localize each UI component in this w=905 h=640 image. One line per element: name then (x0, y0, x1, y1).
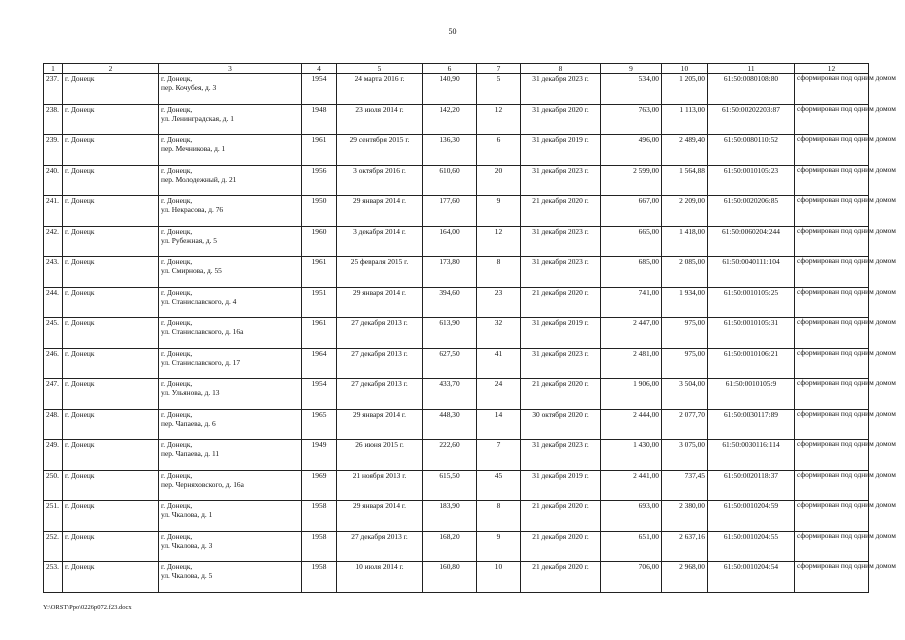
date-cell: 3 октября 2016 г. (337, 165, 423, 196)
row-number: 239. (44, 135, 63, 166)
row-number: 250. (44, 470, 63, 501)
address-cell (159, 226, 302, 257)
cadastral-number-cell: 61:50:0030117:89 (708, 409, 795, 440)
count-cell: 45 (477, 470, 521, 501)
table-row (44, 562, 869, 593)
cadastral-number-cell: 61:50:0040111:104 (708, 257, 795, 288)
date-cell: 3 декабря 2014 г. (337, 226, 423, 257)
address-cell (159, 135, 302, 166)
deadline-cell: 31 декабря 2019 г. (521, 318, 601, 349)
address-line: ул. Ленинградская, д. 1 (161, 113, 234, 123)
row-number: 244. (44, 287, 63, 318)
count-cell: 23 (477, 287, 521, 318)
city-cell: г. Донецк (63, 318, 159, 349)
year-cell: 1950 (302, 196, 337, 227)
value-cell: 665,00 (601, 226, 662, 257)
year-cell: 1958 (302, 562, 337, 593)
table-row (44, 104, 869, 135)
value-cell: 1 934,00 (662, 287, 708, 318)
address-line: г. Донецк, (161, 165, 193, 175)
date-cell: 23 июля 2014 г. (337, 104, 423, 135)
row-number: 245. (44, 318, 63, 349)
deadline-cell: 31 декабря 2020 г. (521, 104, 601, 135)
year-cell: 1969 (302, 470, 337, 501)
cadastral-number-cell: 61:50:0080108:80 (708, 74, 795, 105)
city-cell: г. Донецк (63, 531, 159, 562)
year-cell: 1949 (302, 440, 337, 471)
count-cell: 9 (477, 196, 521, 227)
value-cell: 2 489,40 (662, 135, 708, 166)
area-cell: 177,60 (423, 196, 477, 227)
area-cell: 136,30 (423, 135, 477, 166)
value-cell: 706,00 (601, 562, 662, 593)
address-line: г. Донецк, (161, 257, 193, 266)
address-line: г. Донецк, (161, 562, 193, 571)
value-cell: 1 906,00 (601, 379, 662, 410)
status-cell: сформирован под одним домом (795, 531, 869, 562)
address-cell (159, 196, 302, 227)
column-header: 11 (708, 64, 795, 74)
date-cell: 29 сентября 2015 г. (337, 135, 423, 166)
cadastral-number-cell: 61:50:0020206:85 (708, 196, 795, 227)
status-cell: сформирован под одним домом (795, 348, 869, 379)
date-cell: 27 декабря 2013 г. (337, 531, 423, 562)
count-cell: 14 (477, 409, 521, 440)
year-cell: 1958 (302, 531, 337, 562)
date-cell: 29 января 2014 г. (337, 196, 423, 227)
address-line: г. Донецк, (161, 135, 193, 144)
year-cell: 1951 (302, 287, 337, 318)
year-cell: 1964 (302, 348, 337, 379)
count-cell: 8 (477, 501, 521, 532)
count-cell: 7 (477, 440, 521, 471)
year-cell: 1956 (302, 165, 337, 196)
area-cell: 394,60 (423, 287, 477, 318)
value-cell: 685,00 (601, 257, 662, 288)
deadline-cell: 21 декабря 2020 г. (521, 196, 601, 227)
address-cell (159, 74, 302, 105)
table-row (44, 74, 869, 105)
value-cell: 737,45 (662, 470, 708, 501)
city-cell: г. Донецк (63, 348, 159, 379)
area-cell: 168,20 (423, 531, 477, 562)
status-cell: сформирован под одним домом (795, 440, 869, 471)
cadastral-number-cell: 61:50:0030116:114 (708, 440, 795, 471)
cadastral-number-cell: 61:50:0010105:25 (708, 287, 795, 318)
city-cell: г. Донецк (63, 165, 159, 196)
housing-register-table (43, 63, 896, 593)
value-cell: 534,00 (601, 74, 662, 105)
address-cell (159, 348, 302, 379)
year-cell: 1961 (302, 257, 337, 288)
deadline-cell: 21 декабря 2020 г. (521, 379, 601, 410)
table-row (44, 287, 869, 318)
deadline-cell: 31 декабря 2019 г. (521, 135, 601, 166)
address-cell (159, 562, 302, 593)
area-cell: 222,60 (423, 440, 477, 471)
address-line: г. Донецк, (161, 318, 193, 327)
area-cell: 140,90 (423, 74, 477, 105)
row-number: 241. (44, 196, 63, 227)
row-number: 253. (44, 562, 63, 593)
address-cell (159, 318, 302, 349)
cadastral-number-cell: 61:50:0010204:59 (708, 501, 795, 532)
value-cell: 1 564,88 (662, 165, 708, 196)
address-cell (159, 531, 302, 562)
year-cell: 1948 (302, 104, 337, 135)
status-cell: сформирован под одним домом (795, 318, 869, 349)
table-row (44, 196, 869, 227)
table-row (44, 409, 869, 440)
count-cell: 9 (477, 531, 521, 562)
status-cell: сформирован под одним домом (795, 409, 869, 440)
deadline-cell: 31 декабря 2023 г. (521, 440, 601, 471)
address-line: пер. Кочубея, д. 3 (161, 83, 217, 92)
deadline-cell: 21 декабря 2020 г. (521, 501, 601, 532)
value-cell: 2 968,00 (662, 562, 708, 593)
date-cell: 29 января 2014 г. (337, 287, 423, 318)
value-cell: 1 113,00 (662, 104, 708, 135)
count-cell: 24 (477, 379, 521, 410)
value-cell: 2 447,00 (601, 318, 662, 349)
value-cell: 1 430,00 (601, 440, 662, 471)
column-header: 10 (662, 64, 708, 74)
cadastral-number-cell: 61:50:00202203:87 (708, 104, 795, 135)
cadastral-number-cell: 61:50:0010204:55 (708, 531, 795, 562)
cadastral-number-cell: 61:50:0020118:37 (708, 470, 795, 501)
address-line: г. Донецк, (161, 409, 193, 419)
address-line: ул. Станиславского, д. 4 (161, 296, 237, 306)
row-number: 251. (44, 501, 63, 532)
date-cell: 27 декабря 2013 г. (337, 348, 423, 379)
area-cell: 183,90 (423, 501, 477, 532)
address-line: г. Донецк, (161, 226, 193, 236)
value-cell: 741,00 (601, 287, 662, 318)
row-number: 252. (44, 531, 63, 562)
value-cell: 2 441,00 (601, 470, 662, 501)
status-cell: сформирован под одним домом (795, 562, 869, 593)
count-cell: 12 (477, 226, 521, 257)
area-cell: 164,00 (423, 226, 477, 257)
value-cell: 3 075,00 (662, 440, 708, 471)
year-cell: 1961 (302, 318, 337, 349)
status-cell: сформирован под одним домом (795, 501, 869, 532)
table-row (44, 348, 869, 379)
deadline-cell: 31 декабря 2023 г. (521, 348, 601, 379)
address-line: ул. Станиславского, д. 17 (161, 357, 241, 367)
value-cell: 2 380,00 (662, 501, 708, 532)
address-cell (159, 501, 302, 532)
value-cell: 1 205,00 (662, 74, 708, 105)
address-cell (159, 104, 302, 135)
address-line: пер. Чапаева, д. 6 (161, 418, 216, 428)
area-cell: 142,20 (423, 104, 477, 135)
column-header: 1 (44, 64, 63, 74)
area-cell: 615,50 (423, 470, 477, 501)
value-cell: 2 637,16 (662, 531, 708, 562)
status-cell: сформирован под одним домом (795, 257, 869, 288)
column-header: 6 (423, 64, 477, 74)
row-number: 249. (44, 440, 63, 471)
address-line: г. Донецк, (161, 348, 193, 358)
column-header: 8 (521, 64, 601, 74)
city-cell: г. Донецк (63, 470, 159, 501)
address-line: г. Донецк, (161, 287, 193, 297)
address-line: г. Донецк, (161, 74, 193, 83)
deadline-cell: 21 декабря 2020 г. (521, 562, 601, 593)
deadline-cell: 31 декабря 2023 г. (521, 165, 601, 196)
cadastral-number-cell: 61:50:0060204:244 (708, 226, 795, 257)
deadline-cell: 31 декабря 2019 г. (521, 470, 601, 501)
date-cell: 29 января 2014 г. (337, 501, 423, 532)
row-number: 243. (44, 257, 63, 288)
value-cell: 3 504,00 (662, 379, 708, 410)
area-cell: 613,90 (423, 318, 477, 349)
address-cell (159, 440, 302, 471)
row-number: 248. (44, 409, 63, 440)
deadline-cell: 21 декабря 2020 г. (521, 531, 601, 562)
count-cell: 41 (477, 348, 521, 379)
value-cell: 2 085,00 (662, 257, 708, 288)
column-header: 4 (302, 64, 337, 74)
year-cell: 1954 (302, 74, 337, 105)
city-cell: г. Донецк (63, 135, 159, 166)
row-number: 247. (44, 379, 63, 410)
address-cell (159, 470, 302, 501)
value-cell: 2 481,00 (601, 348, 662, 379)
address-line: г. Донецк, (161, 104, 193, 114)
date-cell: 26 июня 2015 г. (337, 440, 423, 471)
city-cell: г. Донецк (63, 104, 159, 135)
column-header: 7 (477, 64, 521, 74)
date-cell: 29 января 2014 г. (337, 409, 423, 440)
year-cell: 1960 (302, 226, 337, 257)
status-cell: сформирован под одним домом (795, 104, 869, 135)
city-cell: г. Донецк (63, 287, 159, 318)
year-cell: 1954 (302, 379, 337, 410)
table-row (44, 226, 869, 257)
row-number: 238. (44, 104, 63, 135)
row-number: 240. (44, 165, 63, 196)
column-number-row (44, 64, 869, 74)
address-line: ул. Смирнова, д. 55 (161, 266, 222, 275)
year-cell: 1965 (302, 409, 337, 440)
deadline-cell: 21 декабря 2020 г. (521, 287, 601, 318)
value-cell: 2 444,00 (601, 409, 662, 440)
date-cell: 27 декабря 2013 г. (337, 318, 423, 349)
address-line: ул. Чкалова, д. 3 (161, 540, 213, 550)
status-cell: сформирован под одним домом (795, 74, 869, 105)
table-row (44, 470, 869, 501)
table-row (44, 257, 869, 288)
address-line: ул. Чкалова, д. 1 (161, 510, 213, 519)
page-number: 50 (448, 27, 457, 36)
file-path-footer: Y:\ORST\Ppo\0226p072.f23.docx (43, 604, 132, 611)
address-line: ул. Ульянова, д. 13 (161, 388, 220, 397)
address-line: пер. Молодежный, д. 21 (161, 174, 237, 184)
value-cell: 1 418,00 (662, 226, 708, 257)
status-cell: сформирован под одним домом (795, 135, 869, 166)
table-row (44, 440, 869, 471)
deadline-cell: 31 декабря 2023 г. (521, 226, 601, 257)
deadline-cell: 31 декабря 2023 г. (521, 257, 601, 288)
value-cell: 496,00 (601, 135, 662, 166)
area-cell: 433,70 (423, 379, 477, 410)
value-cell: 2 077,70 (662, 409, 708, 440)
count-cell: 5 (477, 74, 521, 105)
table-row (44, 165, 869, 196)
count-cell: 8 (477, 257, 521, 288)
cadastral-number-cell: 61:50:0010105:31 (708, 318, 795, 349)
date-cell: 10 июля 2014 г. (337, 562, 423, 593)
city-cell: г. Донецк (63, 257, 159, 288)
table-row (44, 318, 869, 349)
count-cell: 12 (477, 104, 521, 135)
table-row (44, 531, 869, 562)
value-cell: 975,00 (662, 318, 708, 349)
city-cell: г. Донецк (63, 562, 159, 593)
area-cell: 173,80 (423, 257, 477, 288)
address-line: г. Донецк, (161, 470, 193, 480)
value-cell: 2 599,00 (601, 165, 662, 196)
city-cell: г. Донецк (63, 74, 159, 105)
column-header: 12 (795, 64, 869, 74)
area-cell: 160,80 (423, 562, 477, 593)
count-cell: 10 (477, 562, 521, 593)
column-header: 2 (63, 64, 159, 74)
date-cell: 21 ноября 2013 г. (337, 470, 423, 501)
cadastral-number-cell: 61:50:0010105:9 (708, 379, 795, 410)
status-cell: сформирован под одним домом (795, 196, 869, 227)
year-cell: 1961 (302, 135, 337, 166)
city-cell: г. Донецк (63, 196, 159, 227)
address-line: г. Донецк, (161, 440, 193, 449)
address-line: пер. Чапаева, д. 11 (161, 449, 220, 458)
status-cell: сформирован под одним домом (795, 165, 869, 196)
address-cell (159, 409, 302, 440)
address-cell (159, 165, 302, 196)
status-cell: сформирован под одним домом (795, 226, 869, 257)
date-cell: 24 марта 2016 г. (337, 74, 423, 105)
count-cell: 32 (477, 318, 521, 349)
address-line: г. Донецк, (161, 501, 193, 510)
area-cell: 448,30 (423, 409, 477, 440)
address-line: пер. Черняховского, д. 16а (161, 479, 244, 489)
area-cell: 627,50 (423, 348, 477, 379)
row-number: 246. (44, 348, 63, 379)
address-cell (159, 287, 302, 318)
count-cell: 20 (477, 165, 521, 196)
address-line: ул. Рубежная, д. 5 (161, 235, 217, 245)
area-cell: 610,60 (423, 165, 477, 196)
city-cell: г. Донецк (63, 409, 159, 440)
address-line: г. Донецк, (161, 379, 193, 388)
row-number: 237. (44, 74, 63, 105)
deadline-cell: 30 октября 2020 г. (521, 409, 601, 440)
date-cell: 27 декабря 2013 г. (337, 379, 423, 410)
address-line: пер. Мечникова, д. 1 (161, 144, 226, 153)
address-line: г. Донецк, (161, 196, 193, 205)
status-cell: сформирован под одним домом (795, 470, 869, 501)
count-cell: 6 (477, 135, 521, 166)
column-header: 9 (601, 64, 662, 74)
city-cell: г. Донецк (63, 501, 159, 532)
deadline-cell: 31 декабря 2023 г. (521, 74, 601, 105)
value-cell: 975,00 (662, 348, 708, 379)
cadastral-number-cell: 61:50:0010204:54 (708, 562, 795, 593)
value-cell: 763,00 (601, 104, 662, 135)
column-header: 5 (337, 64, 423, 74)
address-cell (159, 257, 302, 288)
status-cell: сформирован под одним домом (795, 287, 869, 318)
cadastral-number-cell: 61:50:0080110:52 (708, 135, 795, 166)
table-row (44, 379, 869, 410)
address-cell (159, 379, 302, 410)
cadastral-number-cell: 61:50:0010105:23 (708, 165, 795, 196)
table-row (44, 501, 869, 532)
city-cell: г. Донецк (63, 379, 159, 410)
status-cell: сформирован под одним домом (795, 379, 869, 410)
value-cell: 2 209,00 (662, 196, 708, 227)
date-cell: 25 февраля 2015 г. (337, 257, 423, 288)
value-cell: 667,00 (601, 196, 662, 227)
value-cell: 651,00 (601, 531, 662, 562)
address-line: ул. Чкалова, д. 5 (161, 571, 213, 580)
year-cell: 1958 (302, 501, 337, 532)
row-number: 242. (44, 226, 63, 257)
table-row (44, 135, 869, 166)
cadastral-number-cell: 61:50:0010106:21 (708, 348, 795, 379)
city-cell: г. Донецк (63, 440, 159, 471)
address-line: г. Донецк, (161, 531, 193, 541)
city-cell: г. Донецк (63, 226, 159, 257)
address-line: ул. Некрасова, д. 76 (161, 205, 224, 214)
address-line: ул. Станиславского, д. 16а (161, 327, 244, 336)
column-header: 3 (159, 64, 302, 74)
value-cell: 693,00 (601, 501, 662, 532)
